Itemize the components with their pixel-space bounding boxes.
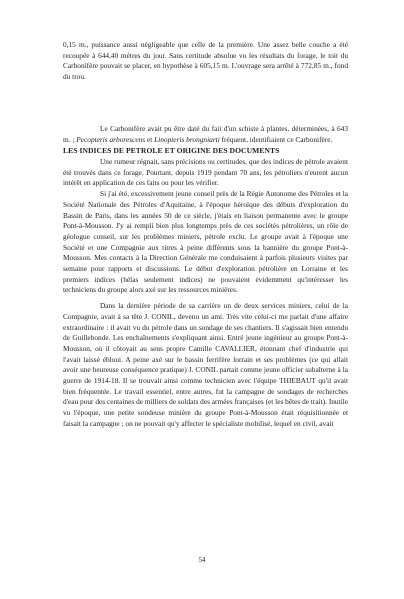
species-name-linopteris: Linopteris brongniarti — [154, 134, 220, 144]
paragraph-forage-results: 0,15 m., puissance aussi négligeable que celle de la première. Une assez belle couche a été recoupée à 644,40 mètres du jour. Sans certitude absolue vu les résultats du forage, le toit du Carbonifère pouvait se placer, en hypothèse à 605,15 m. L'ouvrage sera arrêté à 772,85 m., fond du trou. — [63, 40, 348, 82]
text-block-main — [63, 157, 348, 430]
page-number: 54 — [198, 556, 206, 564]
paragraph-conil: Dans la dernière période de sa carrière un de deux services miniers, celui de la Compagnie, avait à sa tête J. CONIL, devenu un ami. Très vite celui-ci me parlait d'une affaire extraordinaire : il avait vu du pétrole dans un sondage de ses chantiers. Il s'agissait bien entendu de Guillebonde. Les enchaînements s'expliquant ainsi. Entré jeune ingénieur au groupe Pont-à-Mousson, où il côtoyait au sens propre Camille CAVALLIER, étonnant chef d'industrie qui l'avait laissé ébloui. A peine axé sur le bassin ferrifère lorrain et ses problèmes (ce qui allait avoir une heureuse conséquence pratique) J. CONIL partait comme jeune officier subalterne à la guerre de 1914-18. Il se trouvait ainsi comme technicien avec l'équipe THIEBAUT qu'il avait bien fréquentée. Le travail essentiel, entre autres, fut la campagne de sondages de recherches d'eau pour des centaines de milliers de soldats des armées françaises (et les bêtes de trait). Inutile vu l'époque, une petite sondeuse minière du groupe Pont-à-Mousson était réquisitionnée et faisait la campagne ; on ne pouvait qu'y affecter le spécialiste mobilisé, lequel en civil, avait — [63, 301, 348, 428]
section-heading-block — [63, 146, 348, 156]
paragraph-lead-text: Le Carbonifère avait pu être daté du fait d'un schiste à plantes, déterminées, à 643 m. ; — [63, 124, 348, 144]
text-block-carboniferous — [63, 124, 348, 145]
paragraph-carboniferous-dating — [63, 124, 348, 145]
paragraph-rumeur: Une rumeur régnait, sans précisions ou certitudes, que des indices de pétrole avaient été trouvés dans ce forage. Pourtant, depuis 1919 pendant 70 ans, les pétroliers n'eurent aucun intérêt en application de ces faits ou pour les vérifier. — [63, 157, 348, 188]
species-name-pecopteris: Pecopteris arborescens — [76, 134, 146, 144]
section-heading: LES INDICES DE PETROLE ET ORIGINE DES DOCUMENTS — [63, 146, 280, 155]
paragraph-tail-text: fréquent, identifiaient ce Carbonifère. — [219, 134, 333, 144]
text-block-continuation — [63, 40, 348, 83]
conjunction-text: et — [145, 134, 155, 144]
paragraph-conseil: Si j'ai été, excessivement jeune conseil près de la Régie Autonome des Pétroles et la Société Nationale des Pétroles d'Aquitaine, à l'époque héroïque des débuts d'exploration du Bassin de Paris, dans les années 50 de ce siècle, j'étais en liaison permanente avec le groupe Pont-à-Mousson. J'y ai rempli bien plus longtemps près de ces sociétés pétrolières, un rôle de géologue conseil, sur les problèmes miniers, pétrole exclu. Le groupe avait à l'époque une Société et une Compagnie aux titres à peine différents sous la bannière du groupe Pont-à-Mousson. Mes contacts à la Direction Générale me conduisaient à parfois plusieurs visites par semaine pour rapports et discussions. Le début d'exploration pétrolière en Lorraine et les premiers indices (hélas seulement indices) ne pouvaient évidemment qu'intéresser les techniciens du groupe alors axé sur les ressources minières. — [63, 189, 348, 295]
